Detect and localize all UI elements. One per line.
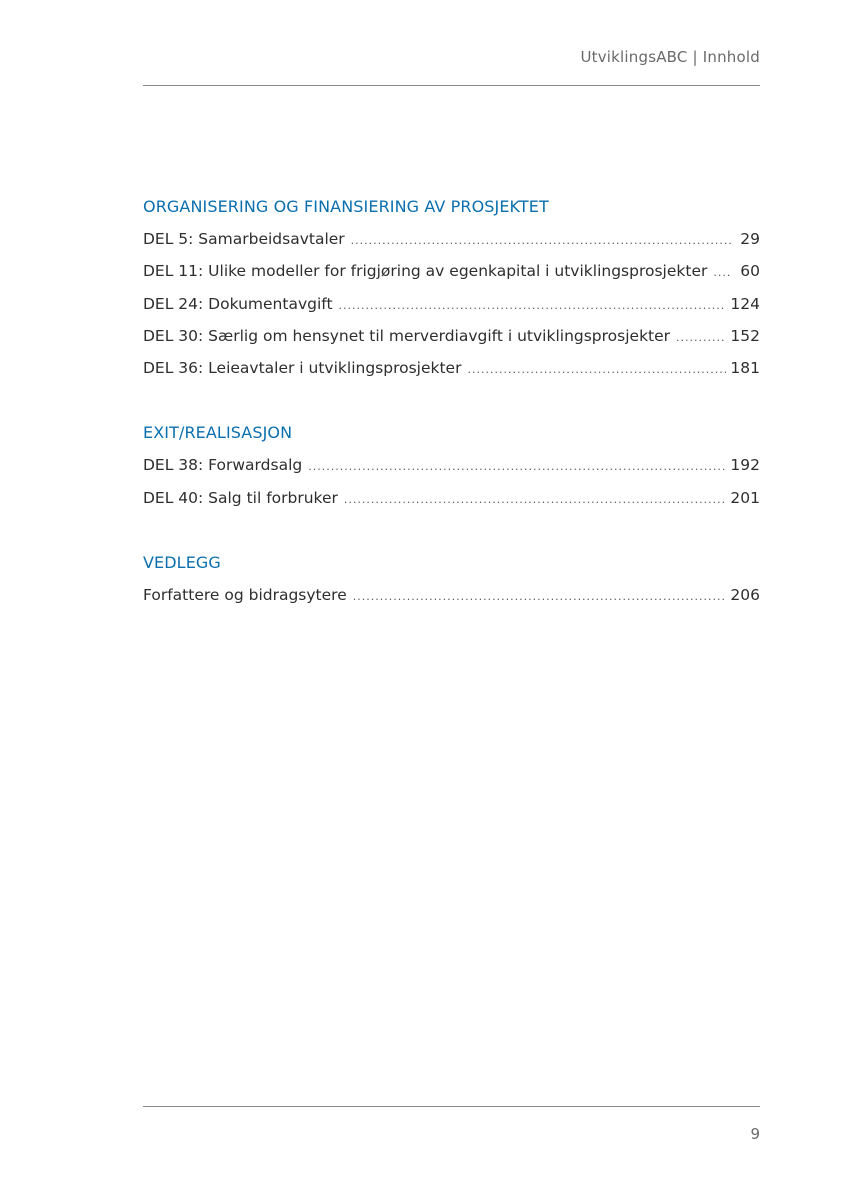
toc-entry[interactable] [143,454,760,486]
dot-leader [353,586,727,608]
entry-page: 181 [730,359,760,378]
entry-page: 206 [730,586,760,605]
entry-title: DEL 36: Leieavtaler i utviklingsprosjekter [143,359,462,378]
entry-title: DEL 30: Særlig om hensynet til merverdiavgift i utviklingsprosjekter [143,326,671,345]
toc-entry[interactable] [143,228,760,260]
entry-title: Forfattere og bidragsytere [143,586,347,605]
entry-page: 201 [730,488,760,507]
entry-title: DEL 40: Salg til forbruker [143,488,338,507]
running-header: UtviklingsABC | Innhold [580,48,760,66]
dot-leader [713,262,732,284]
dot-leader [339,295,727,317]
toc-entry[interactable] [143,293,760,325]
entry-page: 60 [740,262,760,281]
entry-page: 192 [730,456,760,475]
section-title: EXIT/REALISASJON [143,423,293,443]
entry-title: DEL 24: Dokumentavgift [143,294,333,313]
toc-entry[interactable] [143,260,760,292]
toc-section-organisering [143,196,760,389]
entry-title: DEL 11: Ulike modeller for frigjøring av egenkapital i utviklingsprosjekter [143,262,708,281]
header-rule [143,85,760,86]
table-of-contents [143,196,760,649]
toc-entry[interactable] [143,487,760,519]
toc-entry[interactable] [143,584,760,616]
dot-leader [467,359,726,381]
toc-section-exit [143,422,760,519]
page-number: 9 [750,1125,760,1143]
toc-entry[interactable] [143,357,760,389]
section-title: ORGANISERING OG FINANSIERING AV PROSJEKTET [143,197,549,216]
dot-leader [344,489,727,511]
section-title: VEDLEGG [143,553,221,573]
entry-page: 152 [730,326,760,345]
entry-title: DEL 5: Samarbeidsavtaler [143,230,345,248]
footer-rule [143,1106,760,1107]
dot-leader [676,327,726,349]
entry-page: 29 [740,230,760,248]
toc-section-vedlegg [143,552,760,616]
dot-leader [351,230,732,252]
toc-entry[interactable] [143,325,760,357]
dot-leader [308,456,726,478]
entry-title: DEL 38: Forwardsalg [143,456,303,475]
entry-page: 124 [730,294,760,313]
